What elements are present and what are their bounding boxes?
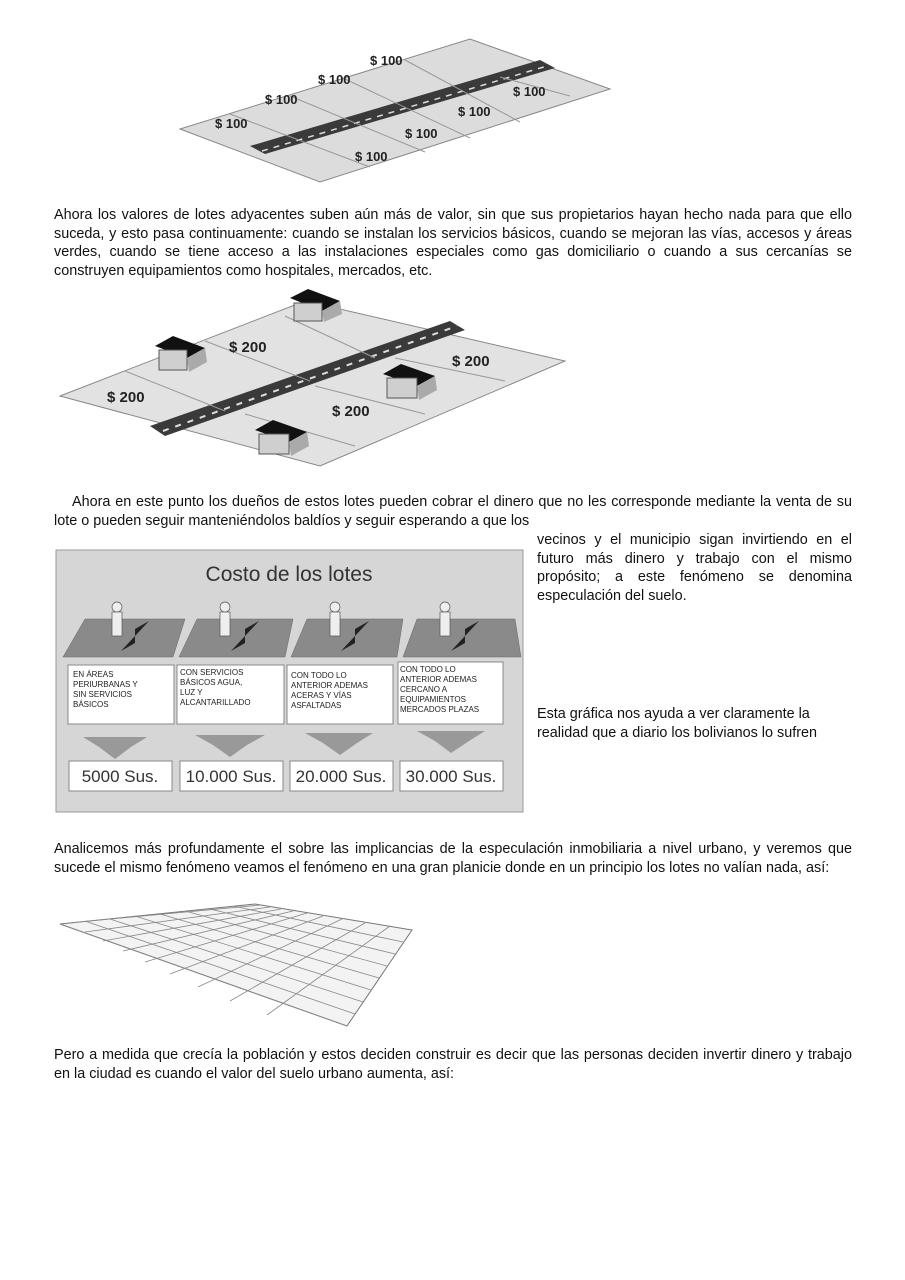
price-value-4: 30.000 Sus. bbox=[405, 767, 497, 786]
paragraph-speculation: vecinos y el municipio sigan invirtiendo en el futuro más dinero y trabajo con el mismo propósito; a este fenómeno se denomina especulación del suelo. bbox=[537, 532, 852, 604]
lots-100-figure bbox=[170, 34, 615, 190]
price-label: $ 100 bbox=[355, 149, 388, 164]
category-text-3: CON TODO LO ANTERIOR ADEMAS ACERAS Y VÍAS ASFALTADAS bbox=[291, 671, 368, 710]
price-value-1: 5000 Sus. bbox=[81, 767, 159, 786]
price-label: $ 200 bbox=[107, 389, 145, 406]
price-label: $ 100 bbox=[370, 53, 403, 68]
price-label: $ 100 bbox=[318, 72, 351, 87]
infographic-title: Costo de los lotes bbox=[205, 563, 373, 586]
price-label: $ 100 bbox=[265, 92, 298, 107]
price-label: $ 100 bbox=[458, 104, 491, 119]
category-text-2: CON SERVICIOS BÁSICOS AGUA, LUZ Y ALCANTARILLADO bbox=[180, 668, 251, 707]
price-label: $ 200 bbox=[332, 403, 370, 420]
house-icon bbox=[290, 289, 342, 322]
paragraph-owners: Ahora en este punto los dueños de estos lotes pueden cobrar el dinero que no les corresponde mediante la venta de su lote o pueden seguir manteniéndolos baldíos y seguir esperando a que los bbox=[54, 494, 852, 529]
paragraph-graphic-note: Esta gráfica nos ayuda a ver claramente la realidad que a diario los bolivianos lo sufren bbox=[537, 706, 817, 741]
cost-of-lots-infographic bbox=[55, 549, 525, 814]
lots-200-figure bbox=[55, 286, 570, 476]
price-label: $ 200 bbox=[452, 353, 490, 370]
price-value-3: 20.000 Sus. bbox=[295, 767, 387, 786]
price-label: $ 200 bbox=[229, 339, 267, 356]
price-label: $ 100 bbox=[405, 126, 438, 141]
paragraph-analysis: Analicemos más profundamente el sobre las implicancias de la especulación inmobiliaria a nivel urbano, y veremos que sucede el mismo fenómeno veamos el fenómeno en una gran planicie donde en un principio los lotes no valían nada, así: bbox=[54, 841, 852, 876]
category-text-4: CON TODO LO ANTERIOR ADEMAS CERCANO A EQUIPAMIENTOS MERCADOS PLAZAS bbox=[400, 665, 480, 714]
paragraph-lot-values: Ahora los valores de lotes adyacentes suben aún más de valor, sin que sus propietarios hayan hecho nada para que ello suceda, y esto pasa continuamente: cuando se instalan los servicios básicos, cuando se mejoran las vías, accesos y áreas verdes, cuando se tiene acceso a las instalaciones especiales como gas domiciliario o cuando a sus cercanías se construyen equipamientos como hospitales, mercados, etc. bbox=[54, 207, 852, 279]
category-text-1: EN ÁREAS PERIURBANAS Y SIN SERVICIOS BÁSICOS bbox=[73, 670, 138, 709]
price-label: $ 100 bbox=[215, 116, 248, 131]
paragraph-population-growth: Pero a medida que crecía la población y estos deciden construir es decir que las personas deciden invertir dinero y trabajo en la ciudad es cuando el valor del suelo urbano aumenta, así: bbox=[54, 1047, 852, 1082]
price-value-2: 10.000 Sus. bbox=[185, 767, 277, 786]
empty-plain-grid-figure bbox=[55, 902, 417, 1030]
price-label: $ 100 bbox=[513, 84, 546, 99]
